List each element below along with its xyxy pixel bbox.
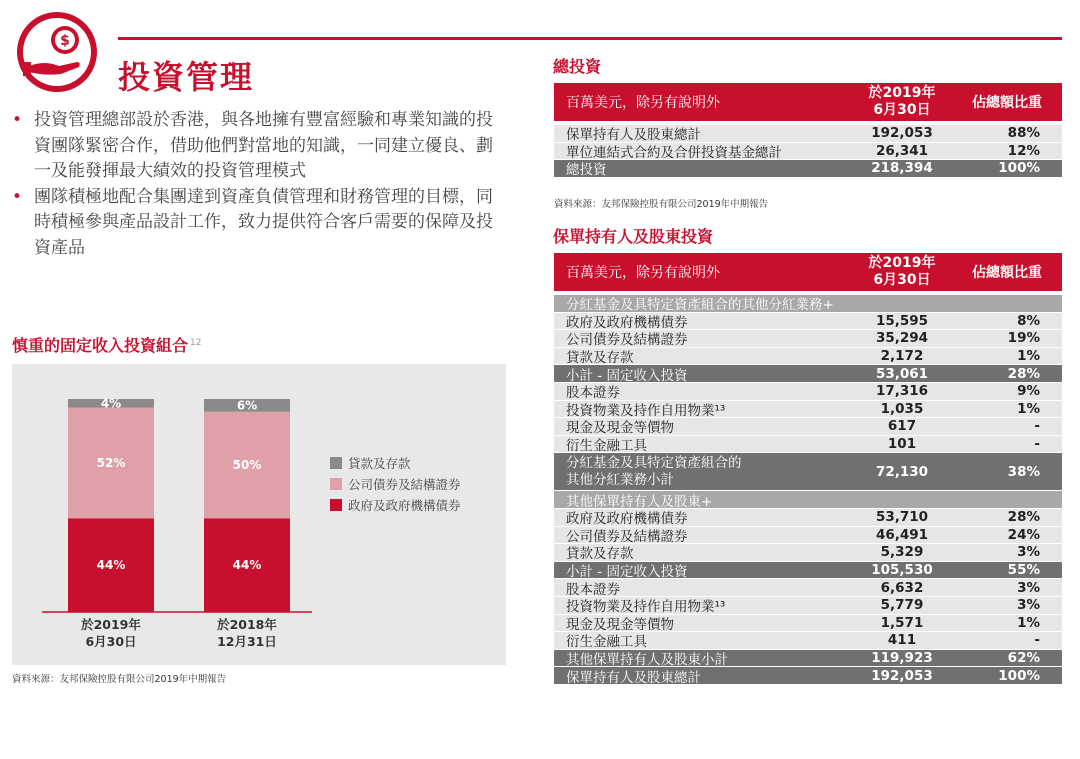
table-header <box>554 253 1062 291</box>
legend-item <box>330 473 461 494</box>
row-value: 53,710 <box>875 509 929 526</box>
row-label: 保單持有人及股東總計 <box>566 127 701 144</box>
row-label: 貸款及存款 <box>566 350 634 367</box>
row-value: 53,061 <box>875 365 929 382</box>
table-row <box>554 160 1062 178</box>
row-share: 100% <box>998 160 1040 177</box>
page-title: 投資管理 <box>118 58 255 96</box>
category-label: 12月31日 <box>217 634 277 649</box>
row-value: 72,130 <box>875 463 929 480</box>
row-label: 貸款及存款 <box>566 546 634 563</box>
bullet-text: 團隊積極地配合集團達到資產負債管理和財務管理的目標，同時積極參與產品設計工作，致力提供符合客戶需要的保障及投資產品 <box>34 186 493 258</box>
policyholder-investments-table <box>554 253 1062 685</box>
data-label: 52% <box>96 455 126 470</box>
row-value: 35,294 <box>875 330 929 347</box>
row-label: 分紅基金及具特定資產組合的 其他分紅業務小計 <box>566 454 742 488</box>
table-header <box>554 83 1062 121</box>
category-label: 6月30日 <box>85 634 137 649</box>
category-label: 於2018年 <box>217 617 277 632</box>
table-row <box>554 436 1062 454</box>
data-label: 4% <box>100 396 122 411</box>
row-label: 小計 - 固定收入投資 <box>566 367 688 384</box>
row-label: 小計 - 固定收入投資 <box>566 564 688 581</box>
row-share: 28% <box>1007 509 1040 526</box>
row-label: 其他保單持有人及股東小計 <box>566 651 728 668</box>
total-investments-table <box>554 83 1062 178</box>
row-label: 政府及政府機構債券 <box>566 314 688 331</box>
row-label: 公司債券及結構證券 <box>566 528 688 545</box>
row-label: 公司債券及結構證券 <box>566 332 688 349</box>
row-share: 12% <box>1007 142 1040 159</box>
legend-item <box>330 452 461 473</box>
row-share: 38% <box>1007 463 1040 480</box>
table-source: 資料來源：友邦保險控股有限公司2019年中期報告 <box>554 199 769 210</box>
bullet-list <box>12 108 504 261</box>
chart-source: 資料來源：友邦保險控股有限公司2019年中期報告 <box>12 674 227 685</box>
bullet-item: • 團隊積極地配合集團達到資產負債管理和財務管理的目標，同時積極參與產品設計工作，致力提供符合客戶需要的保障及投資產品 <box>12 186 493 258</box>
row-value: 46,491 <box>875 526 929 543</box>
row-share: 100% <box>998 667 1040 684</box>
row-label: 保單持有人及股東總計 <box>566 669 701 686</box>
legend-item <box>330 494 461 515</box>
row-share: 3% <box>1017 579 1040 596</box>
data-label: 44% <box>96 558 126 573</box>
total-investments-title: 總投資 <box>553 57 602 76</box>
chart-legend <box>330 452 461 515</box>
category-label: 於2019年 <box>81 617 141 632</box>
row-value: 17,316 <box>875 383 929 400</box>
row-label: 投資物業及持作自用物業¹³ <box>566 402 726 419</box>
row-share: - <box>1034 418 1040 435</box>
legend-label: 貸款及存款 <box>348 455 411 471</box>
svg-text:$: $ <box>60 33 70 49</box>
header-unit: 百萬美元，除另有說明外 <box>566 95 720 111</box>
row-share: - <box>1034 632 1040 649</box>
row-label: 現金及現金等價物 <box>566 616 674 633</box>
header-date: 於2019年 6月30日 <box>868 255 936 288</box>
row-label: 股本證券 <box>566 385 620 402</box>
row-share: 19% <box>1007 330 1040 347</box>
row-value: 5,329 <box>880 544 924 561</box>
data-label: 50% <box>232 458 262 473</box>
row-share: 1% <box>1017 614 1040 631</box>
row-share: 24% <box>1007 526 1040 543</box>
row-value: 6,632 <box>880 579 924 596</box>
legend-label: 政府及政府機構債券 <box>348 497 461 513</box>
row-share: 1% <box>1017 400 1040 417</box>
row-value: 218,394 <box>871 160 933 177</box>
row-share: 55% <box>1007 562 1040 579</box>
row-label: 分紅基金及具特定資產組合的其他分紅業務+ <box>566 297 834 314</box>
row-label: 衍生金融工具 <box>566 438 647 455</box>
row-label: 衍生金融工具 <box>566 634 647 651</box>
row-share: 3% <box>1017 597 1040 614</box>
row-value: 1,035 <box>880 400 924 417</box>
row-value: 192,053 <box>871 125 933 142</box>
row-label: 現金及現金等價物 <box>566 420 674 437</box>
legend-swatch <box>330 457 342 469</box>
row-value: 1,571 <box>880 614 924 631</box>
header-unit: 百萬美元，除另有說明外 <box>566 265 720 281</box>
legend-swatch <box>330 478 342 490</box>
data-label: 6% <box>236 398 258 413</box>
investment-hand-coin-icon <box>15 10 99 94</box>
row-label: 投資物業及持作自用物業¹³ <box>566 599 726 616</box>
header-share: 佔總額比重 <box>972 95 1042 111</box>
data-label: 44% <box>232 558 262 573</box>
row-value: 2,172 <box>880 348 924 365</box>
row-value: 411 <box>887 632 917 649</box>
row-value: 119,923 <box>871 649 933 666</box>
section-rule <box>118 37 1062 40</box>
chart-title: 慎重的固定收入投資組合 $^{12}$ <box>12 336 202 355</box>
row-label: 其他保單持有人及股東+ <box>566 493 713 510</box>
row-value: 101 <box>887 436 917 453</box>
row-value: 192,053 <box>871 667 933 684</box>
row-share: 62% <box>1007 649 1040 666</box>
row-share: 8% <box>1017 312 1040 329</box>
table-row <box>554 667 1062 685</box>
row-label: 股本證券 <box>566 581 620 598</box>
legend-label: 公司債券及結構證券 <box>348 476 461 492</box>
row-value: 105,530 <box>871 562 933 579</box>
bullet-item: • 投資管理總部設於香港，與各地擁有豐富經驗和專業知識的投資團隊緊密合作，借助他們對當地的知識，一同建立優良、劃一及能發揮最大績效的投資管理模式 <box>12 110 493 181</box>
header-date: 於2019年 6月30日 <box>868 85 936 118</box>
row-share: 3% <box>1017 544 1040 561</box>
row-value: 26,341 <box>875 142 929 159</box>
table-row <box>554 453 1062 491</box>
row-share: 9% <box>1017 383 1040 400</box>
row-share: 28% <box>1007 365 1040 382</box>
row-label: 單位連結式合約及合併投資基金總計 <box>566 144 782 161</box>
row-share: 88% <box>1007 125 1040 142</box>
row-value: 15,595 <box>875 312 929 329</box>
row-value: 617 <box>887 418 917 435</box>
policyholder-investments-title: 保單持有人及股東投資 <box>553 227 714 246</box>
row-label: 政府及政府機構債券 <box>566 511 688 528</box>
row-share: 1% <box>1017 348 1040 365</box>
bullet-text: 投資管理總部設於香港，與各地擁有豐富經驗和專業知識的投資團隊緊密合作，借助他們對當地的知識，一同建立優良、劃一及能發揮最大績效的投資管理模式 <box>34 110 493 181</box>
legend-swatch <box>330 499 342 511</box>
row-value: 5,779 <box>880 597 924 614</box>
row-label: 總投資 <box>566 162 607 179</box>
row-share: - <box>1034 436 1040 453</box>
header-share: 佔總額比重 <box>972 265 1042 281</box>
